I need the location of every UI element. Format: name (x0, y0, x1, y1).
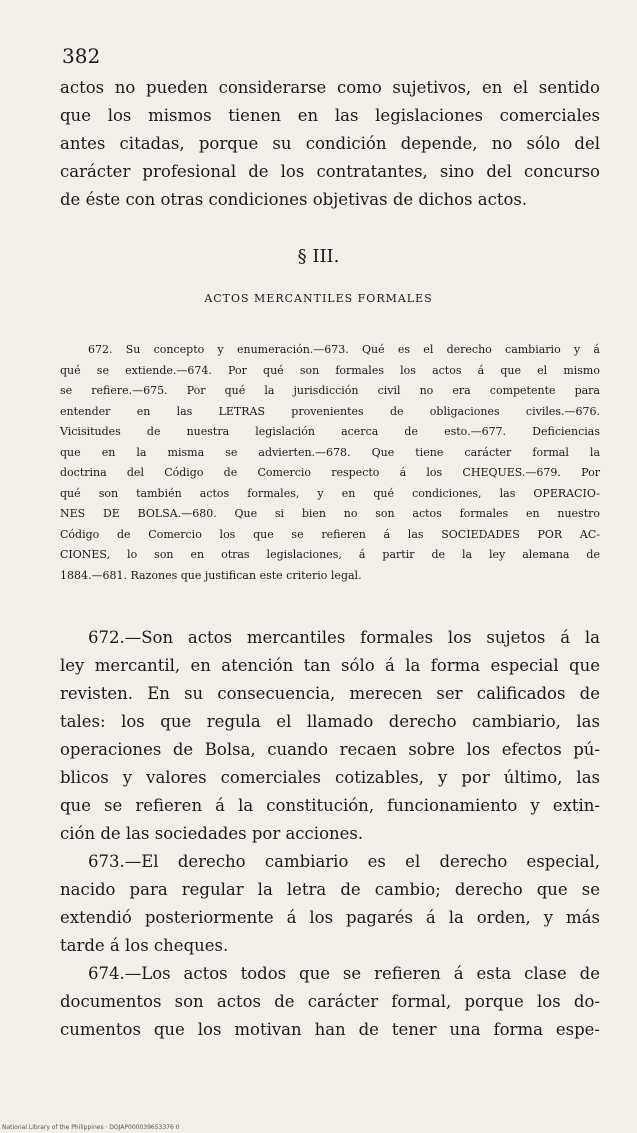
text-line: antes citadas, porque su condición depende, no sólo del (60, 134, 600, 153)
page-number: 382 (62, 44, 101, 68)
summary-line: Vicisitudes de nuestra legislación acerca de esto.—677. Deficiencias (60, 425, 600, 438)
text-line: extendió posteriormente á los pagarés á la orden, y más (60, 908, 600, 927)
summary-line: que en la misma se advierten.—678. Que tiene carácter formal la (60, 445, 600, 459)
paragraph-674 (60, 960, 600, 1044)
paragraph-673 (60, 848, 600, 960)
text-line: que los mismos tienen en las legislaciones comerciales (60, 106, 600, 125)
text-line: de éste con otras condiciones objetivas de dichos actos. (60, 190, 528, 209)
summary-line: doctrina del Código de Comercio respecto á los CHEQUES.—679. Por (60, 466, 600, 479)
text-line: operaciones de Bolsa, cuando recaen sobre los efectos pú- (60, 740, 600, 759)
summary-line: Código de Comercio los que se refieren á las SOCIEDADES POR AC- (60, 527, 600, 541)
text-line: blicos y valores comerciales cotizables, y por último, las (60, 768, 600, 787)
text-line: cumentos que los motivan han de tener una forma espe- (60, 1020, 600, 1039)
paragraph-continuation (60, 74, 600, 214)
summary-line: qué se extiende.—674. Por qué son formales los actos á que el mismo (60, 363, 600, 377)
summary-line: se refiere.—675. Por qué la jurisdicción civil no era competente para (60, 384, 600, 397)
section-summary (60, 340, 600, 586)
library-watermark: National Library of the Philippines · DOJAP000039653376 0 (2, 1124, 180, 1131)
text-line: 673.—El derecho cambiario es el derecho especial, (88, 852, 600, 871)
text-line: 674.—Los actos todos que se refieren á esta clase de (88, 964, 600, 983)
text-line: que se refieren á la constitución, funcionamiento y extin- (60, 796, 600, 815)
section-subtitle: ACTOS MERCANTILES FORMALES (204, 292, 433, 305)
text-line: 672.—Son actos mercantiles formales los sujetos á la (88, 628, 600, 647)
paragraph-672 (60, 624, 600, 848)
summary-line: entender en las LETRAS provenientes de obligaciones civiles.—676. (60, 404, 600, 418)
text-line: nacido para regular la letra de cambio; derecho que se (60, 880, 600, 899)
summary-line: qué son también actos formales, y en qué condiciones, las OPERACIO- (60, 486, 600, 500)
summary-line: 672. Su concepto y enumeración.—673. Qué es el derecho cambiario y á (88, 343, 600, 356)
summary-line: CIONES, lo son en otras legislaciones, á partir de la ley alemana de (60, 548, 600, 561)
text-line: revisten. En su consecuencia, merecen ser calificados de (60, 684, 600, 703)
section-heading: § III. (297, 246, 340, 267)
text-line: tarde á los cheques. (60, 936, 229, 955)
summary-line: 1884.—681. Razones que justifican este criterio legal. (60, 568, 362, 582)
text-line: actos no pueden considerarse como sujetivos, en el sentido (60, 78, 600, 97)
text-line: tales: los que regula el llamado derecho cambiario, las (60, 712, 600, 731)
text-line: documentos son actos de carácter formal, porque los do- (60, 992, 600, 1011)
text-line: carácter profesional de los contratantes, sino del concurso (60, 162, 600, 181)
text-line: ley mercantil, en atención tan sólo á la forma especial que (60, 656, 600, 675)
summary-line: NES DE BOLSA.—680. Que si bien no son actos formales en nuestro (60, 507, 600, 520)
text-line: ción de las sociedades por acciones. (60, 824, 364, 843)
